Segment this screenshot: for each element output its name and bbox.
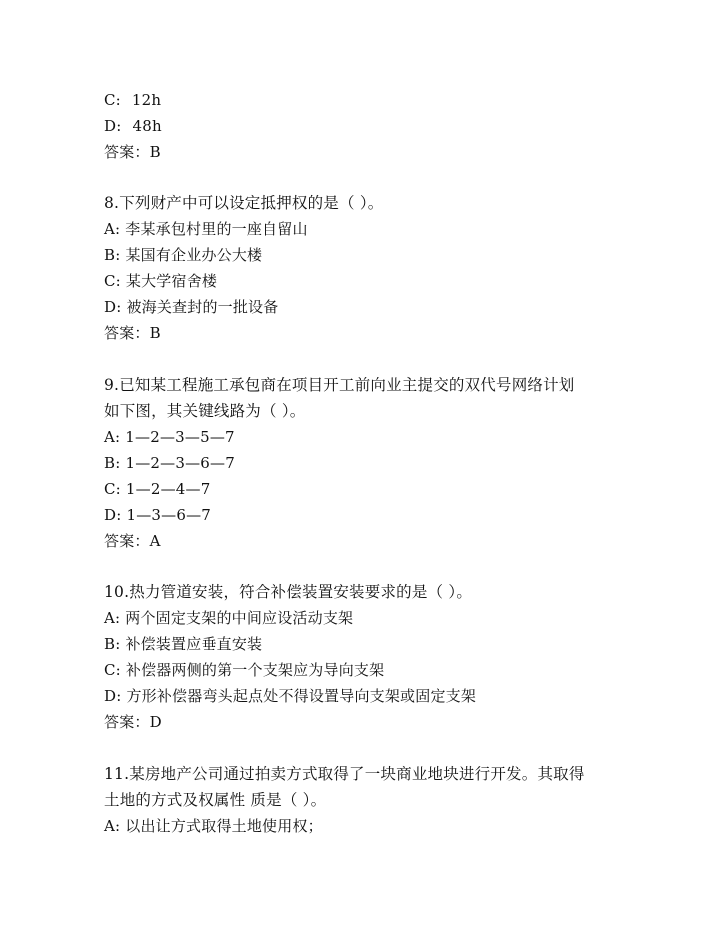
answer-line: 答案：B [104, 324, 161, 342]
option-line: A: 1—2—3—5—7 [104, 428, 235, 446]
option-line: A: 以出让方式取得土地使用权； [104, 817, 323, 835]
question-title: 11.某房地产公司通过拍卖方式取得了一块商业地块进行开发。其取得 [104, 765, 585, 783]
option-line [104, 90, 161, 110]
option-line: C: 某大学宿舍楼 [104, 272, 218, 290]
question-title: 8.下列财产中可以设定抵押权的是（ ）。 [104, 194, 384, 212]
option-letter: C: [104, 91, 121, 109]
answer-line: 答案：B [104, 143, 161, 161]
question-title-continued: 土地的方式及权属性 质是（ ）。 [104, 791, 327, 809]
option-line: D: 1—3—6—7 [104, 506, 212, 524]
option-text: 12h [131, 91, 162, 109]
question-title: 10.热力管道安装，符合补偿装置安装要求的是（ ）。 [104, 583, 473, 601]
answer-line: 答案：D [104, 713, 162, 731]
question-title: 9.已知某工程施工承包商在项目开工前向业主提交的双代号网络计划 [104, 376, 575, 394]
option-line: D: 被海关查封的一批设备 [104, 298, 279, 316]
option-line: C: 1—2—4—7 [104, 480, 211, 498]
option-line: B: 补偿装置应垂直安装 [104, 635, 263, 653]
option-line: B: 某国有企业办公大楼 [104, 246, 263, 264]
question-title-continued: 如下图，其关键线路为（ ）。 [104, 402, 306, 420]
option-text: 48h [132, 117, 162, 135]
option-line: A: 李某承包村里的一座自留山 [104, 220, 308, 238]
option-line: C: 补偿器两侧的第一个支架应为导向支架 [104, 661, 385, 679]
option-line [104, 116, 162, 136]
option-line: A: 两个固定支架的中间应设活动支架 [104, 609, 354, 627]
option-line: B: 1—2—3—6—7 [104, 454, 235, 472]
option-line: D: 方形补偿器弯头起点处不得设置导向支架或固定支架 [104, 687, 477, 705]
answer-line: 答案：A [104, 532, 161, 550]
option-letter: D: [104, 117, 122, 135]
